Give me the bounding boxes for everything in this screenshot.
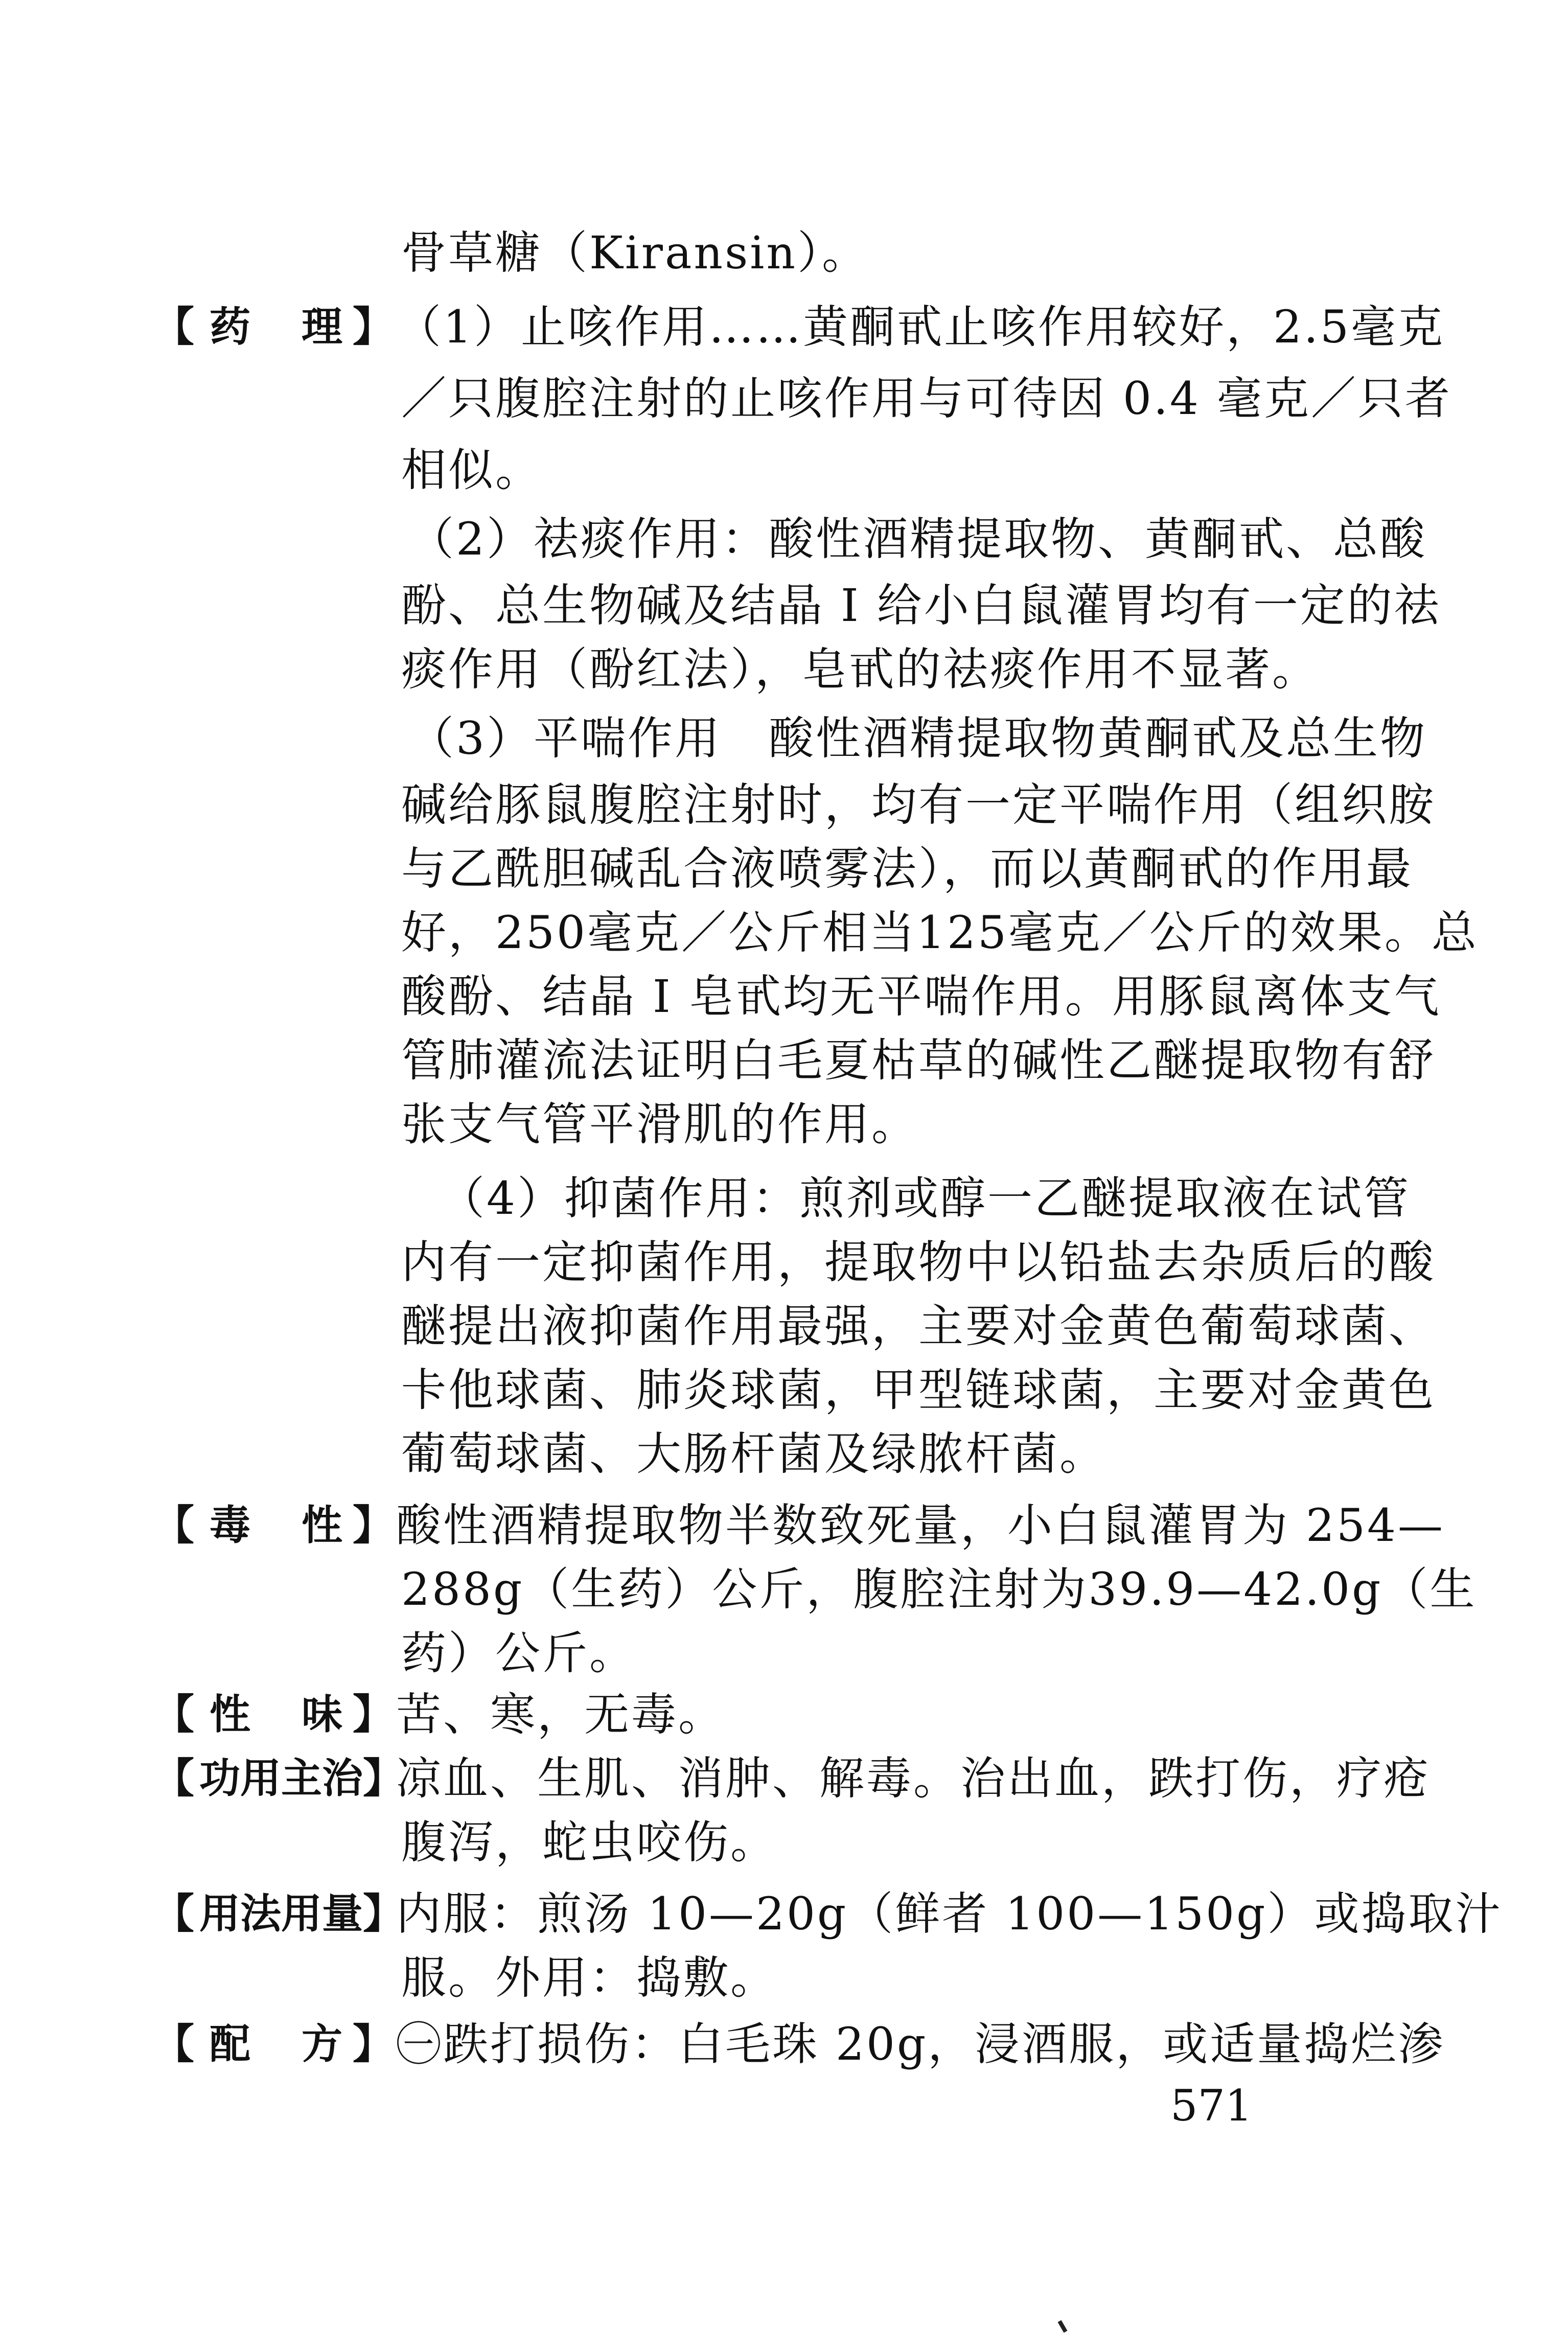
pharmacology-line-7: （3）平喘作用 酸性酒精提取物黄酮甙及总生物 bbox=[409, 712, 1427, 765]
page-number: 571 bbox=[1170, 2081, 1253, 2131]
section-label-prescription: 【 配 方 】 bbox=[153, 2020, 394, 2068]
section-label-nature-taste: 【 性 味 】 bbox=[153, 1691, 394, 1738]
section-label-toxicity: 【 毒 性 】 bbox=[153, 1502, 394, 1549]
pharmacology-line-11: 酸酚、结晶 I 皂甙均无平喘作用。用豚鼠离体支气 bbox=[401, 970, 1441, 1023]
pharmacology-line-14: （4）抑菌作用：煎剂或醇一乙醚提取液在试管 bbox=[440, 1172, 1411, 1225]
toxicity-line-2: 288g（生药）公斤，腹腔注射为39.9—42.0g（生 bbox=[401, 1563, 1477, 1616]
section-label-pharmacology: 【 药 理 】 bbox=[153, 303, 394, 351]
pharmacology-line-10: 好，250毫克／公斤相当125毫克／公斤的效果。总 bbox=[401, 906, 1479, 959]
pharmacology-line-5: 酚、总生物碱及结晶 I 给小白鼠灌胃均有一定的祛 bbox=[401, 579, 1441, 632]
pharmacology-line-4: （2）祛痰作用：酸性酒精提取物、黄酮甙、总酸 bbox=[409, 513, 1427, 565]
scan-mark bbox=[1058, 2320, 1068, 2333]
dosage-line-1: 内服：煎汤 10—20g（鲜者 100—150g）或捣取汁 bbox=[396, 1887, 1503, 1940]
pharmacology-line-9: 与乙酰胆碱乱合液喷雾法），而以黄酮甙的作用最 bbox=[401, 842, 1414, 895]
pharmacology-line-1: （1）止咳作用……黄酮甙止咳作用较好，2.5毫克 bbox=[396, 301, 1445, 353]
nature-taste-line-1: 苦、寒，无毒。 bbox=[396, 1688, 726, 1741]
section-label-dosage: 【 用 法 用 量 】 bbox=[153, 1890, 404, 1938]
prescription-line-1: ㊀跌打损伤：白毛珠 20g，浸酒服，或适量捣烂渗 bbox=[396, 2018, 1445, 2070]
pharmacology-line-17: 卡他球菌、肺炎球菌，甲型链球菌，主要对金黄色 bbox=[401, 1364, 1436, 1416]
section-label-indications: 【 功 用 主 治 】 bbox=[153, 1755, 404, 1802]
pharmacology-line-16: 醚提出液抑菌作用最强，主要对金黄色葡萄球菌、 bbox=[401, 1300, 1436, 1352]
indications-line-2: 腹泻，蛇虫咬伤。 bbox=[401, 1816, 778, 1869]
pharmacology-line-13: 张支气管平滑肌的作用。 bbox=[401, 1098, 919, 1150]
toxicity-line-1: 酸性酒精提取物半数致死量，小白鼠灌胃为 254— bbox=[396, 1499, 1445, 1552]
pharmacology-line-6: 痰作用（酚红法），皂甙的祛痰作用不显著。 bbox=[401, 643, 1320, 696]
pharmacology-line-3: 相似。 bbox=[401, 444, 543, 496]
pharmacology-line-8: 碱给豚鼠腹腔注射时，均有一定平喘作用（组织胺 bbox=[401, 778, 1436, 831]
pharmacology-line-15: 内有一定抑菌作用，提取物中以铅盐去杂质后的酸 bbox=[401, 1236, 1436, 1288]
toxicity-line-3: 药）公斤。 bbox=[401, 1627, 637, 1679]
pharmacology-line-12: 管肺灌流法证明白毛夏枯草的碱性乙醚提取物有舒 bbox=[401, 1034, 1436, 1087]
pharmacology-line-2: ／只腹腔注射的止咳作用与可待因 0.4 毫克／只者 bbox=[401, 372, 1452, 425]
pharmacology-line-18: 葡萄球菌、大肠杆菌及绿脓杆菌。 bbox=[401, 1427, 1107, 1480]
continuation-line: 骨草糖（Kiransin）。 bbox=[401, 226, 869, 279]
indications-line-1: 凉血、生肌、消肿、解毒。治出血，跌打伤，疗疮 bbox=[396, 1752, 1431, 1805]
dosage-line-2: 服。外用：捣敷。 bbox=[401, 1951, 778, 2004]
